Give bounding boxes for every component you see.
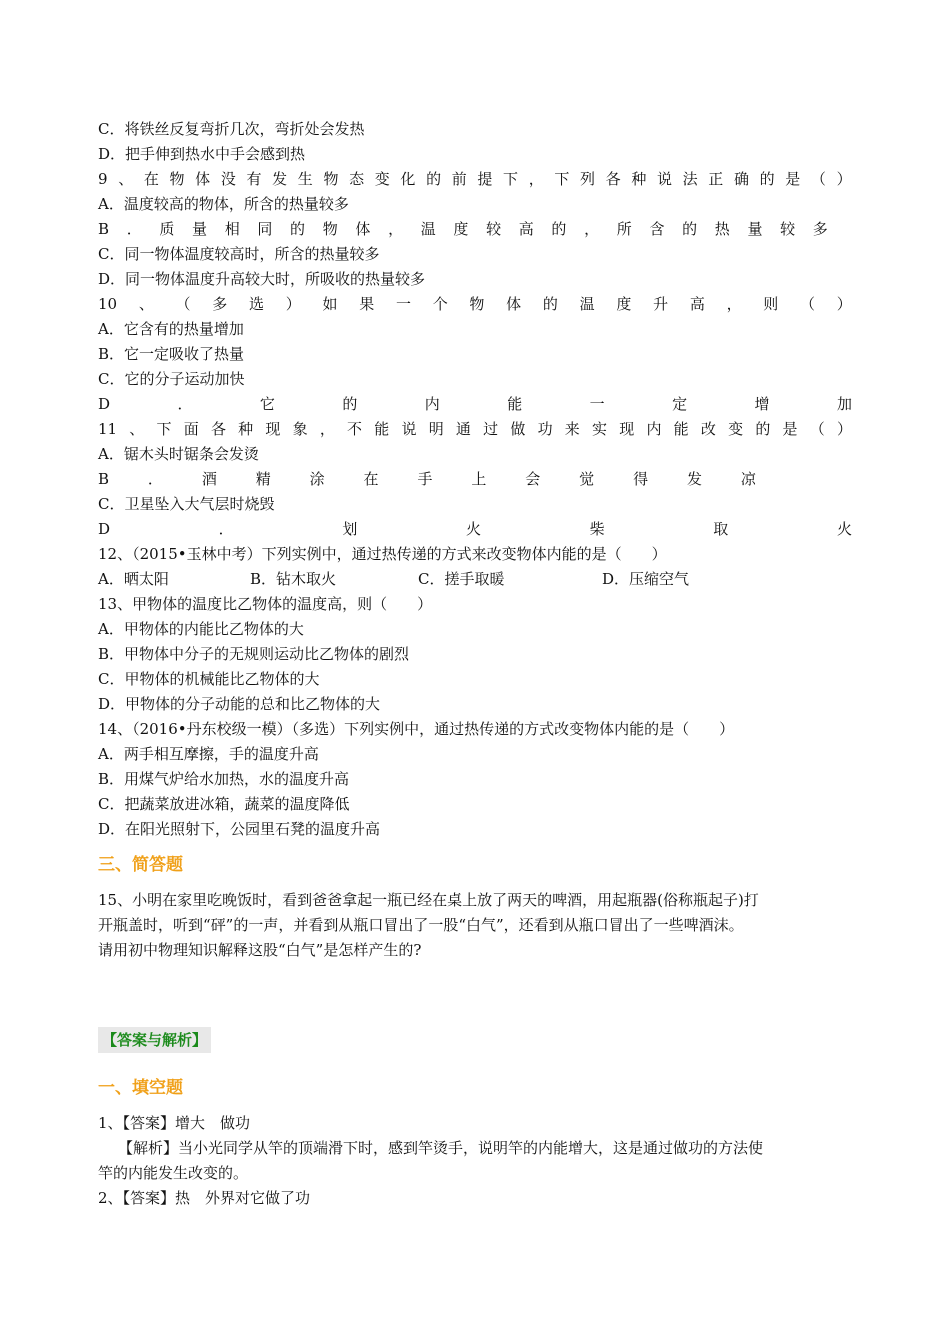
answer-1: 1、【答案】增大 做功: [98, 1114, 251, 1132]
q9-option-c: C．同一物体温度较高时，所含的热量较多: [98, 245, 380, 263]
q9stem-char-9: 物: [323, 170, 339, 188]
q9stem-char-25: 确: [733, 170, 749, 188]
q9stem-char-6: 有: [246, 170, 262, 188]
q11b-char-11: 发: [686, 470, 702, 488]
q10stem-char-10: 物: [469, 295, 485, 313]
q13-option-b: B．甲物体中分子的无规则运动比乙物体的剧烈: [98, 645, 410, 663]
q13-option-a: A．甲物体的内能比乙物体的大: [98, 620, 304, 638]
q11-option-d: [98, 517, 852, 542]
q15-line-3: 请用初中物理知识解释这股“白气”是怎样产生的?: [98, 941, 422, 959]
q15-line-2: 开瓶盖时，听到“砰”的一声，并看到从瓶口冒出了一股“白气”，还看到从瓶口冒出了一些啤酒沫。: [98, 916, 744, 934]
q9b-char-16: 所: [616, 220, 632, 238]
q11-option-c: C．卫星坠入大气层时烧毁: [98, 495, 275, 513]
q10stem-char-2: （: [175, 295, 191, 313]
q9stem-char-19: 列: [580, 170, 596, 188]
q9b-char-2: 质: [159, 220, 175, 238]
q11b-char-1: ．: [147, 470, 163, 488]
q11stem-char-9: 不: [347, 420, 363, 438]
q10d-char-8: 增: [754, 395, 770, 413]
q14-option-c: C．把蔬菜放进冰箱，蔬菜的温度降低: [98, 795, 350, 813]
q9stem-char-5: 没: [220, 170, 236, 188]
q9b-char-9: ，: [388, 220, 404, 238]
q10stem-char-19: （: [800, 295, 816, 313]
q11b-char-6: 手: [417, 470, 433, 488]
q11stem-char-13: 通: [455, 420, 471, 438]
q11stem-char-14: 过: [483, 420, 499, 438]
q8-option-d: D．把手伸到热水中手会感到热: [98, 145, 306, 163]
q9stem-char-4: 体: [195, 170, 211, 188]
q10stem-char-1: 、: [138, 295, 154, 313]
q11d-char-2: 划: [342, 520, 358, 538]
q11stem-char-12: 明: [428, 420, 444, 438]
q11stem-char-0: 11: [98, 420, 118, 438]
q9stem-char-24: 正: [708, 170, 724, 188]
q9stem-char-0: 9: [98, 170, 108, 188]
q9stem-char-26: 的: [759, 170, 775, 188]
q11b-char-5: 在: [363, 470, 379, 488]
q10d-char-2: 它: [259, 395, 275, 413]
q9stem-char-29: ）: [836, 170, 852, 188]
q9b-char-17: 含: [649, 220, 665, 238]
q10stem-char-7: 果: [359, 295, 375, 313]
q9stem-char-10: 态: [349, 170, 365, 188]
q11stem-char-15: 做: [510, 420, 526, 438]
q11b-char-4: 涂: [309, 470, 325, 488]
q11stem-char-20: 内: [646, 420, 662, 438]
q12-option-d: D．压缩空气: [602, 570, 690, 588]
q11d-char-3: 火: [465, 520, 481, 538]
q9b-char-10: 温: [420, 220, 436, 238]
q9b-char-1: ．: [126, 220, 142, 238]
q12-option-a: A．晒太阳: [98, 570, 169, 588]
q9stem-char-14: 前: [451, 170, 467, 188]
q10stem-char-20: ）: [836, 295, 852, 313]
q11stem-char-2: 下: [156, 420, 172, 438]
q11b-char-12: 凉: [740, 470, 756, 488]
q10stem-char-5: ）: [285, 295, 301, 313]
q14-option-d: D．在阳光照射下，公园里石凳的温度升高: [98, 820, 381, 838]
q9stem-char-2: 在: [143, 170, 159, 188]
q11stem-char-25: 是: [782, 420, 798, 438]
section-title-short-answer: 三、简答题: [98, 855, 183, 875]
q11stem-char-19: 现: [619, 420, 635, 438]
q10d-char-1: ．: [177, 395, 193, 413]
q9b-char-18: 的: [682, 220, 698, 238]
q11d-char-6: 火: [836, 520, 852, 538]
q11b-char-2: 酒: [201, 470, 217, 488]
q11-stem: [98, 417, 852, 442]
q10stem-char-15: 升: [653, 295, 669, 313]
q11stem-char-4: 各: [210, 420, 226, 438]
q9b-char-7: 物: [322, 220, 338, 238]
q9stem-char-3: 物: [169, 170, 185, 188]
q14-stem: 14、（2016•丹东校级一模）（多选）下列实例中，通过热传递的方式改变物体内能的是（ ）: [98, 720, 735, 738]
q9stem-char-7: 发: [272, 170, 288, 188]
q11d-char-5: 取: [713, 520, 729, 538]
q9stem-char-12: 化: [400, 170, 416, 188]
q10d-char-9: 加: [836, 395, 852, 413]
q11b-char-3: 精: [255, 470, 271, 488]
q14-option-b: B．用煤气炉给水加热，水的温度升高: [98, 770, 350, 788]
q9b-char-12: 较: [486, 220, 502, 238]
q10stem-char-8: 一: [395, 295, 411, 313]
q10d-char-7: 定: [672, 395, 688, 413]
q9stem-char-22: 说: [656, 170, 672, 188]
q12-options: [98, 567, 852, 592]
q11stem-char-10: 能: [374, 420, 390, 438]
q9stem-char-8: 生: [297, 170, 313, 188]
q10stem-char-14: 度: [616, 295, 632, 313]
q9stem-char-16: 下: [503, 170, 519, 188]
q9b-char-0: B: [98, 220, 110, 238]
q11stem-char-11: 说: [401, 420, 417, 438]
q13-option-c: C．甲物体的机械能比乙物体的大: [98, 670, 320, 688]
q9stem-char-21: 种: [631, 170, 647, 188]
q11d-char-1: ．: [218, 520, 234, 538]
q9b-char-21: 较: [780, 220, 796, 238]
q10stem-char-13: 温: [579, 295, 595, 313]
q11stem-char-18: 实: [592, 420, 608, 438]
q11d-char-4: 柴: [589, 520, 605, 538]
q10stem-char-17: ，: [726, 295, 742, 313]
q10stem-char-11: 体: [506, 295, 522, 313]
q11stem-char-1: 、: [129, 420, 145, 438]
q9b-char-13: 高: [518, 220, 534, 238]
q9b-char-3: 量: [192, 220, 208, 238]
q11b-char-7: 上: [471, 470, 487, 488]
q10stem-char-12: 的: [542, 295, 558, 313]
q9-option-a: A．温度较高的物体，所含的热量较多: [98, 195, 349, 213]
q11b-char-9: 觉: [579, 470, 595, 488]
q11b-char-0: B: [98, 470, 110, 488]
q15-line-1: 15、小明在家里吃晚饭时，看到爸爸拿起一瓶已经在桌上放了两天的啤酒，用起瓶器(俗称瓶起子)打: [98, 891, 759, 909]
analysis-1-line-1: 【解析】当小光同学从竿的顶端滑下时，感到竿烫手，说明竿的内能增大，这是通过做功的方法使: [118, 1139, 764, 1157]
q11stem-char-21: 能: [673, 420, 689, 438]
q10stem-char-4: 选: [249, 295, 265, 313]
q9stem-char-11: 变: [374, 170, 390, 188]
q10-option-b: B．它一定吸收了热量: [98, 345, 245, 363]
q9b-char-22: 多: [812, 220, 828, 238]
q11-option-a: A．锯木头时锯条会发烫: [98, 445, 259, 463]
q9stem-char-28: （: [810, 170, 826, 188]
q9b-char-19: 热: [714, 220, 730, 238]
q11stem-char-26: （: [809, 420, 825, 438]
q10stem-char-6: 如: [322, 295, 338, 313]
q10stem-char-18: 则: [763, 295, 779, 313]
q10-option-c: C．它的分子运动加快: [98, 370, 245, 388]
q11stem-char-16: 功: [537, 420, 553, 438]
q10stem-char-9: 个: [432, 295, 448, 313]
q11stem-char-5: 种: [238, 420, 254, 438]
q11stem-char-27: ）: [836, 420, 852, 438]
q9stem-char-13: 的: [426, 170, 442, 188]
section-title-fill-blank: 一、填空题: [98, 1078, 183, 1098]
q10d-char-4: 内: [424, 395, 440, 413]
q9stem-char-18: 下: [554, 170, 570, 188]
q11d-char-0: D: [98, 520, 111, 538]
q10-option-d: [98, 392, 852, 417]
document-page: [98, 117, 852, 1211]
q11stem-char-7: 象: [292, 420, 308, 438]
q9b-char-4: 相: [224, 220, 240, 238]
q11-option-b: [98, 467, 756, 492]
q11stem-char-24: 的: [755, 420, 771, 438]
q9b-char-14: 的: [551, 220, 567, 238]
q10-stem: [98, 292, 852, 317]
q10d-char-0: D: [98, 395, 111, 413]
q9stem-char-15: 提: [477, 170, 493, 188]
q11b-char-8: 会: [525, 470, 541, 488]
q9b-char-5: 同: [257, 220, 273, 238]
q12-option-b: B．钻木取火: [250, 570, 337, 588]
q9-option-d: D．同一物体温度升高较大时，所吸收的热量较多: [98, 270, 426, 288]
q9b-char-20: 量: [747, 220, 763, 238]
q9stem-char-27: 是: [785, 170, 801, 188]
q8-option-c: C．将铁丝反复弯折几次，弯折处会发热: [98, 120, 365, 138]
q10d-char-3: 的: [342, 395, 358, 413]
q9stem-char-20: 各: [605, 170, 621, 188]
q9b-char-6: 的: [290, 220, 306, 238]
q9b-char-8: 体: [355, 220, 371, 238]
q10stem-char-0: 10: [98, 295, 118, 313]
q10d-char-5: 能: [507, 395, 523, 413]
q11stem-char-6: 现: [265, 420, 281, 438]
q13-option-d: D．甲物体的分子动能的总和比乙物体的大: [98, 695, 381, 713]
q11stem-char-22: 改: [700, 420, 716, 438]
q9-option-b: [98, 217, 828, 242]
q10stem-char-16: 高: [689, 295, 705, 313]
q9stem-char-1: 、: [118, 170, 134, 188]
q9stem-char-23: 法: [682, 170, 698, 188]
q9stem-char-17: ，: [528, 170, 544, 188]
answer-heading: 【答案与解析】: [98, 1027, 211, 1053]
q11stem-char-3: 面: [183, 420, 199, 438]
analysis-1-line-2: 竿的内能发生改变的。: [98, 1164, 249, 1182]
q11stem-char-23: 变: [728, 420, 744, 438]
q12-option-c: C．搓手取暖: [418, 570, 505, 588]
q11b-char-10: 得: [633, 470, 649, 488]
q13-stem: 13、甲物体的温度比乙物体的温度高，则（ ）: [98, 595, 433, 613]
q10stem-char-3: 多: [212, 295, 228, 313]
q10d-char-6: 一: [589, 395, 605, 413]
q12-stem: 12、（2015•玉林中考）下列实例中，通过热传递的方式来改变物体内能的是（ ）: [98, 545, 667, 563]
q11stem-char-8: ，: [319, 420, 335, 438]
q10-option-a: A．它含有的热量增加: [98, 320, 244, 338]
q14-option-a: A．两手相互摩擦，手的温度升高: [98, 745, 319, 763]
answer-2: 2、【答案】热 外界对它做了功: [98, 1189, 311, 1207]
q9-stem: [98, 167, 852, 192]
q9b-char-11: 度: [453, 220, 469, 238]
q9b-char-15: ，: [584, 220, 600, 238]
q11stem-char-17: 来: [564, 420, 580, 438]
